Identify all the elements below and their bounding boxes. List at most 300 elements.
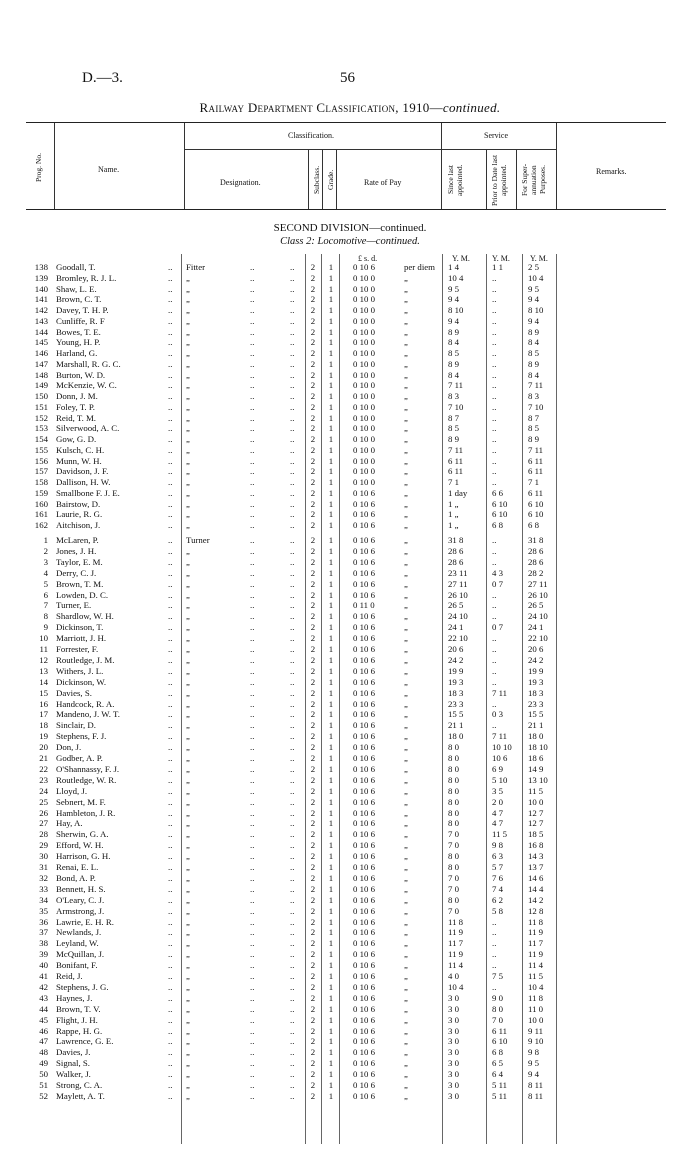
table-row bbox=[0, 1026, 700, 1037]
division-heading: SECOND DIVISION—continued. bbox=[273, 222, 427, 234]
subclass-cell: 2 bbox=[310, 763, 316, 774]
prior-cell: .. bbox=[492, 654, 497, 665]
table-row bbox=[0, 1036, 700, 1047]
table-row bbox=[0, 699, 700, 710]
subclass-cell: 2 bbox=[310, 731, 316, 742]
prog-no-cell: 6 bbox=[43, 589, 48, 600]
designation-cell: „ bbox=[186, 272, 190, 283]
designation-cell: „ bbox=[186, 369, 190, 380]
rate-unit-cell: „ bbox=[404, 654, 408, 665]
name-cell: Davidson, J. F. bbox=[56, 466, 109, 477]
designation-cell: „ bbox=[186, 633, 190, 644]
name-cell: Haynes, J. bbox=[56, 992, 93, 1003]
prog-no-cell: 32 bbox=[39, 872, 48, 883]
subclass-cell: 2 bbox=[310, 1047, 316, 1058]
prior-cell: 3 5 bbox=[492, 785, 503, 796]
superannuation-cell: 11 8 bbox=[528, 992, 544, 1003]
rate-cell: 0 10 6 bbox=[353, 1036, 375, 1047]
prior-cell: .. bbox=[492, 927, 497, 938]
grade-cell: 1 bbox=[328, 509, 334, 520]
rate-unit-cell: „ bbox=[404, 905, 408, 916]
leader-dots: .. bbox=[250, 391, 255, 401]
subclass-cell: 2 bbox=[310, 535, 316, 545]
name-cell: Armstrong, J. bbox=[56, 905, 105, 916]
leader-dots: .. bbox=[290, 326, 295, 337]
subclass-cell: 2 bbox=[310, 498, 316, 509]
title-suffix: continued. bbox=[442, 100, 501, 115]
table-row bbox=[0, 535, 700, 546]
superannuation-cell: 8 4 bbox=[528, 369, 539, 380]
rate-unit-cell: „ bbox=[404, 466, 408, 477]
leader-dots: .. bbox=[250, 272, 255, 283]
subclass-cell: 2 bbox=[310, 938, 316, 949]
prior-cell: 2 0 bbox=[492, 796, 503, 807]
rate-cell: 0 10 6 bbox=[353, 731, 375, 742]
leader-dots: .. bbox=[168, 337, 173, 348]
leader-dots: .. bbox=[290, 1080, 295, 1090]
name-cell: Munn, W. H. bbox=[56, 455, 102, 466]
name-cell: McQuillan, J. bbox=[56, 949, 105, 960]
superannuation-cell: 8 4 bbox=[528, 337, 539, 348]
grade-cell: 1 bbox=[328, 567, 334, 578]
rate-unit-cell: „ bbox=[404, 545, 408, 556]
prior-cell: .. bbox=[492, 633, 497, 644]
designation-cell: „ bbox=[186, 509, 190, 520]
leader-dots: .. bbox=[168, 545, 173, 556]
leader-dots: .. bbox=[290, 753, 295, 763]
leader-dots: .. bbox=[168, 927, 173, 938]
grade-cell: 1 bbox=[328, 369, 334, 380]
rate-unit-cell: „ bbox=[404, 477, 408, 487]
unit-ym-prior: Y. M. bbox=[492, 254, 510, 263]
superannuation-cell: 31 8 bbox=[528, 535, 544, 545]
name-cell: Davies, J. bbox=[56, 1047, 91, 1058]
subclass-cell: 2 bbox=[310, 654, 316, 665]
rate-cell: 0 10 6 bbox=[353, 981, 375, 992]
prog-no-cell: 50 bbox=[39, 1069, 48, 1080]
prog-no-cell: 36 bbox=[39, 916, 48, 927]
rate-cell: 0 10 6 bbox=[353, 971, 375, 981]
prior-cell: .. bbox=[492, 326, 497, 337]
name-cell: Young, H. P. bbox=[56, 337, 101, 348]
prog-no-cell: 153 bbox=[34, 423, 48, 434]
since-last-cell: 11 8 bbox=[448, 916, 464, 927]
designation-cell: „ bbox=[186, 545, 190, 556]
rate-unit-cell: „ bbox=[404, 785, 408, 796]
designation-cell: „ bbox=[186, 872, 190, 883]
rate-cell: 0 10 6 bbox=[353, 807, 375, 818]
superannuation-cell: 8 7 bbox=[528, 412, 539, 423]
designation-cell: „ bbox=[186, 444, 190, 455]
grade-cell: 1 bbox=[328, 676, 334, 687]
designation-cell: „ bbox=[186, 720, 190, 731]
subclass-cell: 2 bbox=[310, 509, 316, 520]
superannuation-cell: 22 10 bbox=[528, 633, 548, 644]
superannuation-cell: 28 6 bbox=[528, 556, 544, 567]
grade-cell: 1 bbox=[328, 423, 334, 434]
leader-dots: .. bbox=[168, 283, 173, 294]
name-cell: Harland, G. bbox=[56, 348, 98, 358]
since-last-cell: 7 0 bbox=[448, 829, 459, 840]
leader-dots: .. bbox=[250, 862, 255, 872]
leader-dots: .. bbox=[290, 520, 295, 530]
subclass-cell: 2 bbox=[310, 992, 316, 1003]
leader-dots: .. bbox=[250, 315, 255, 326]
rate-unit-cell: „ bbox=[404, 894, 408, 905]
leader-dots: .. bbox=[168, 589, 173, 600]
name-cell: Kulsch, C. H. bbox=[56, 444, 105, 455]
name-cell: Brown, C. T. bbox=[56, 294, 102, 305]
designation-cell: „ bbox=[186, 753, 190, 763]
subclass-cell: 2 bbox=[310, 742, 316, 753]
leader-dots: .. bbox=[168, 369, 173, 380]
subclass-cell: 2 bbox=[310, 1025, 316, 1036]
rate-unit-cell: „ bbox=[404, 1080, 408, 1090]
since-last-cell: 4 0 bbox=[448, 971, 459, 981]
leader-dots: .. bbox=[250, 1025, 255, 1036]
prior-cell: 4 7 bbox=[492, 807, 503, 818]
leader-dots: .. bbox=[168, 949, 173, 960]
leader-dots: .. bbox=[168, 326, 173, 337]
leader-dots: .. bbox=[168, 272, 173, 283]
prior-cell: .. bbox=[492, 960, 497, 971]
since-last-cell: 11 9 bbox=[448, 949, 464, 960]
prior-cell: .. bbox=[492, 315, 497, 326]
table-row bbox=[0, 546, 700, 557]
name-cell: Derry, C. J. bbox=[56, 567, 97, 578]
leader-dots: .. bbox=[168, 262, 173, 272]
header-classification: Classification. bbox=[288, 131, 334, 140]
designation-cell: „ bbox=[186, 1047, 190, 1058]
prog-no-cell: 38 bbox=[39, 938, 48, 949]
rate-cell: 0 10 6 bbox=[353, 927, 375, 938]
leader-dots: .. bbox=[290, 283, 295, 294]
subclass-cell: 2 bbox=[310, 1069, 316, 1080]
table-row bbox=[0, 477, 700, 488]
leader-dots: .. bbox=[168, 487, 173, 498]
leader-dots: .. bbox=[250, 905, 255, 916]
rate-unit-cell: „ bbox=[404, 272, 408, 283]
rate-unit-cell: „ bbox=[404, 556, 408, 567]
designation-cell: „ bbox=[186, 851, 190, 862]
table-row bbox=[0, 808, 700, 819]
leader-dots: .. bbox=[168, 960, 173, 971]
leader-dots: .. bbox=[250, 981, 255, 992]
designation-cell: „ bbox=[186, 578, 190, 589]
since-last-cell: 3 0 bbox=[448, 1069, 459, 1080]
superannuation-cell: 28 2 bbox=[528, 567, 544, 578]
superannuation-cell: 10 0 bbox=[528, 796, 544, 807]
grade-cell: 1 bbox=[328, 348, 334, 358]
leader-dots: .. bbox=[250, 358, 255, 369]
leader-dots: .. bbox=[168, 477, 173, 487]
rate-unit-cell: „ bbox=[404, 774, 408, 785]
leader-dots: .. bbox=[168, 1058, 173, 1069]
subclass-cell: 2 bbox=[310, 578, 316, 589]
leader-dots: .. bbox=[250, 423, 255, 434]
subclass-cell: 2 bbox=[310, 633, 316, 644]
prog-no-cell: 9 bbox=[43, 622, 48, 633]
rate-unit-cell: „ bbox=[404, 589, 408, 600]
prior-cell: 7 11 bbox=[492, 687, 508, 698]
leader-dots: .. bbox=[250, 927, 255, 938]
prog-no-cell: 41 bbox=[39, 971, 48, 981]
leader-dots: .. bbox=[290, 369, 295, 380]
name-cell: Bowes, T. E. bbox=[56, 326, 101, 337]
grade-cell: 1 bbox=[328, 1090, 334, 1101]
designation-cell: „ bbox=[186, 567, 190, 578]
name-cell: Lawrence, G. E. bbox=[56, 1036, 114, 1047]
name-cell: Bromley, R. J. L. bbox=[56, 272, 117, 283]
rate-cell: 0 10 6 bbox=[353, 1014, 375, 1025]
superannuation-cell: 16 8 bbox=[528, 840, 544, 851]
leader-dots: .. bbox=[290, 698, 295, 709]
superannuation-cell: 12 7 bbox=[528, 818, 544, 829]
since-last-cell: 1 „ bbox=[448, 509, 459, 520]
leader-dots: .. bbox=[168, 774, 173, 785]
leader-dots: .. bbox=[250, 654, 255, 665]
superannuation-cell: 26 5 bbox=[528, 600, 544, 611]
table-row bbox=[0, 851, 700, 862]
grade-cell: 1 bbox=[328, 1069, 334, 1080]
name-cell: Burton, W. D. bbox=[56, 369, 106, 380]
rate-cell: 0 10 6 bbox=[353, 676, 375, 687]
rate-cell: 0 10 6 bbox=[353, 1090, 375, 1101]
prog-no-cell: 156 bbox=[34, 455, 48, 466]
leader-dots: .. bbox=[250, 611, 255, 622]
grade-cell: 1 bbox=[328, 622, 334, 633]
leader-dots: .. bbox=[290, 1090, 295, 1101]
prior-cell: .. bbox=[492, 949, 497, 960]
grade-cell: 1 bbox=[328, 698, 334, 709]
rate-cell: 0 10 6 bbox=[353, 905, 375, 916]
rate-unit-cell: „ bbox=[404, 862, 408, 872]
grade-cell: 1 bbox=[328, 412, 334, 423]
leader-dots: .. bbox=[168, 720, 173, 731]
rate-unit-cell: „ bbox=[404, 1058, 408, 1069]
superannuation-cell: 23 3 bbox=[528, 698, 544, 709]
leader-dots: .. bbox=[290, 305, 295, 315]
since-last-cell: 19 9 bbox=[448, 665, 464, 676]
name-cell: Hambleton, J. R. bbox=[56, 807, 116, 818]
prior-cell: .. bbox=[492, 720, 497, 731]
grade-cell: 1 bbox=[328, 633, 334, 644]
rate-unit-cell: „ bbox=[404, 1090, 408, 1101]
rate-unit-cell: „ bbox=[404, 916, 408, 927]
designation-cell: „ bbox=[186, 622, 190, 633]
table-row bbox=[0, 316, 700, 327]
leader-dots: .. bbox=[250, 785, 255, 796]
prior-cell: .. bbox=[492, 535, 497, 545]
prog-no-cell: 35 bbox=[39, 905, 48, 916]
subclass-cell: 2 bbox=[310, 851, 316, 862]
prior-cell: .. bbox=[492, 477, 497, 487]
leader-dots: .. bbox=[250, 840, 255, 851]
subclass-cell: 2 bbox=[310, 665, 316, 676]
leader-dots: .. bbox=[250, 633, 255, 644]
leader-dots: .. bbox=[168, 391, 173, 401]
table-row bbox=[0, 938, 700, 949]
name-cell: Don, J. bbox=[56, 742, 82, 753]
prior-cell: 0 7 bbox=[492, 622, 503, 633]
subclass-cell: 2 bbox=[310, 644, 316, 654]
since-last-cell: 27 11 bbox=[448, 578, 468, 589]
leader-dots: .. bbox=[168, 872, 173, 883]
header-grade: Grade. bbox=[326, 169, 335, 191]
leader-dots: .. bbox=[290, 796, 295, 807]
superannuation-cell: 9 8 bbox=[528, 1047, 539, 1058]
rate-unit-cell: „ bbox=[404, 1014, 408, 1025]
designation-cell: „ bbox=[186, 1090, 190, 1101]
designation-cell: „ bbox=[186, 1069, 190, 1080]
prog-no-cell: 28 bbox=[39, 829, 48, 840]
since-last-cell: 8 0 bbox=[448, 851, 459, 862]
table-row bbox=[0, 982, 700, 993]
superannuation-cell: 19 3 bbox=[528, 676, 544, 687]
rate-cell: 0 10 0 bbox=[353, 391, 375, 401]
leader-dots: .. bbox=[250, 774, 255, 785]
since-last-cell: 8 0 bbox=[448, 796, 459, 807]
prog-no-cell: 21 bbox=[39, 753, 48, 763]
prior-cell: .. bbox=[492, 380, 497, 391]
leader-dots: .. bbox=[168, 315, 173, 326]
rate-unit-cell: „ bbox=[404, 1036, 408, 1047]
designation-cell: „ bbox=[186, 698, 190, 709]
subclass-cell: 2 bbox=[310, 487, 316, 498]
prog-no-cell: 150 bbox=[34, 391, 48, 401]
rate-unit-cell: „ bbox=[404, 720, 408, 731]
prog-no-cell: 3 bbox=[43, 556, 48, 567]
rate-cell: 0 10 6 bbox=[353, 992, 375, 1003]
prior-cell: 5 7 bbox=[492, 862, 503, 872]
prior-cell: .. bbox=[492, 938, 497, 949]
name-cell: Sebnert, M. F. bbox=[56, 796, 106, 807]
prog-no-cell: 8 bbox=[43, 611, 48, 622]
leader-dots: .. bbox=[250, 731, 255, 742]
leader-dots: .. bbox=[250, 720, 255, 731]
prog-no-cell: 2 bbox=[43, 545, 48, 556]
prior-cell: 4 7 bbox=[492, 818, 503, 829]
table-row bbox=[0, 413, 700, 424]
prior-cell: 4 3 bbox=[492, 567, 503, 578]
table-row bbox=[0, 423, 700, 434]
designation-cell: „ bbox=[186, 498, 190, 509]
grade-cell: 1 bbox=[328, 731, 334, 742]
rate-unit-cell: „ bbox=[404, 611, 408, 622]
leader-dots: .. bbox=[168, 556, 173, 567]
leader-dots: .. bbox=[250, 466, 255, 477]
since-last-cell: 23 11 bbox=[448, 567, 468, 578]
superannuation-cell: 11 5 bbox=[528, 785, 544, 796]
grade-cell: 1 bbox=[328, 578, 334, 589]
name-cell: Dickinson, T. bbox=[56, 622, 104, 633]
since-last-cell: 1 4 bbox=[448, 262, 459, 272]
leader-dots: .. bbox=[290, 498, 295, 509]
leader-dots: .. bbox=[290, 807, 295, 818]
table-row bbox=[0, 327, 700, 338]
prior-cell: 9 8 bbox=[492, 840, 503, 851]
superannuation-cell: 24 2 bbox=[528, 654, 544, 665]
grade-cell: 1 bbox=[328, 654, 334, 665]
designation-cell: „ bbox=[186, 1003, 190, 1014]
superannuation-cell: 9 5 bbox=[528, 283, 539, 294]
leader-dots: .. bbox=[290, 971, 295, 981]
subclass-cell: 2 bbox=[310, 444, 316, 455]
leader-dots: .. bbox=[290, 466, 295, 477]
since-last-cell: 8 10 bbox=[448, 305, 464, 315]
leader-dots: .. bbox=[290, 1069, 295, 1080]
subclass-cell: 2 bbox=[310, 567, 316, 578]
rate-cell: 0 10 6 bbox=[353, 894, 375, 905]
leader-dots: .. bbox=[250, 709, 255, 720]
prior-cell: .. bbox=[492, 455, 497, 466]
rate-unit-cell: „ bbox=[404, 938, 408, 949]
rate-cell: 0 10 0 bbox=[353, 305, 375, 315]
designation-cell: „ bbox=[186, 971, 190, 981]
prog-no-cell: 159 bbox=[34, 487, 48, 498]
designation-cell: „ bbox=[186, 380, 190, 391]
prior-cell: 7 11 bbox=[492, 731, 508, 742]
leader-dots: .. bbox=[168, 731, 173, 742]
designation-cell: „ bbox=[186, 294, 190, 305]
leader-dots: .. bbox=[168, 611, 173, 622]
superannuation-cell: 18 3 bbox=[528, 687, 544, 698]
leader-dots: .. bbox=[290, 509, 295, 520]
since-last-cell: 20 6 bbox=[448, 644, 464, 654]
rate-cell: 0 10 0 bbox=[353, 412, 375, 423]
rate-unit-cell: „ bbox=[404, 1025, 408, 1036]
prog-no-cell: 24 bbox=[39, 785, 48, 796]
prog-no-cell: 151 bbox=[34, 401, 48, 412]
subclass-cell: 2 bbox=[310, 348, 316, 358]
since-last-cell: 6 11 bbox=[448, 455, 464, 466]
subclass-cell: 2 bbox=[310, 455, 316, 466]
grade-cell: 1 bbox=[328, 883, 334, 894]
prog-no-cell: 152 bbox=[34, 412, 48, 423]
leader-dots: .. bbox=[168, 466, 173, 477]
prog-no-cell: 33 bbox=[39, 883, 48, 894]
prog-no-cell: 31 bbox=[39, 862, 48, 872]
since-last-cell: 11 9 bbox=[448, 927, 464, 938]
leader-dots: .. bbox=[168, 687, 173, 698]
leader-dots: .. bbox=[250, 589, 255, 600]
rate-unit-cell: „ bbox=[404, 600, 408, 611]
since-last-cell: 3 0 bbox=[448, 1047, 459, 1058]
rate-unit-cell: „ bbox=[404, 315, 408, 326]
leader-dots: .. bbox=[290, 477, 295, 487]
prior-cell: 6 2 bbox=[492, 894, 503, 905]
grade-cell: 1 bbox=[328, 916, 334, 927]
leader-dots: .. bbox=[290, 676, 295, 687]
subclass-cell: 2 bbox=[310, 883, 316, 894]
since-last-cell: 31 8 bbox=[448, 535, 464, 545]
since-last-cell: 18 0 bbox=[448, 731, 464, 742]
subclass-cell: 2 bbox=[310, 862, 316, 872]
grade-cell: 1 bbox=[328, 829, 334, 840]
name-cell: Shardlow, W. H. bbox=[56, 611, 114, 622]
leader-dots: .. bbox=[250, 455, 255, 466]
table-row bbox=[0, 993, 700, 1004]
leader-dots: .. bbox=[290, 665, 295, 676]
prior-cell: .. bbox=[492, 423, 497, 434]
prior-cell: 6 8 bbox=[492, 1047, 503, 1058]
grade-cell: 1 bbox=[328, 401, 334, 412]
designation-cell: „ bbox=[186, 487, 190, 498]
prog-no-cell: 49 bbox=[39, 1058, 48, 1069]
leader-dots: .. bbox=[168, 676, 173, 687]
prog-no-cell: 48 bbox=[39, 1047, 48, 1058]
rate-unit-cell: „ bbox=[404, 498, 408, 509]
